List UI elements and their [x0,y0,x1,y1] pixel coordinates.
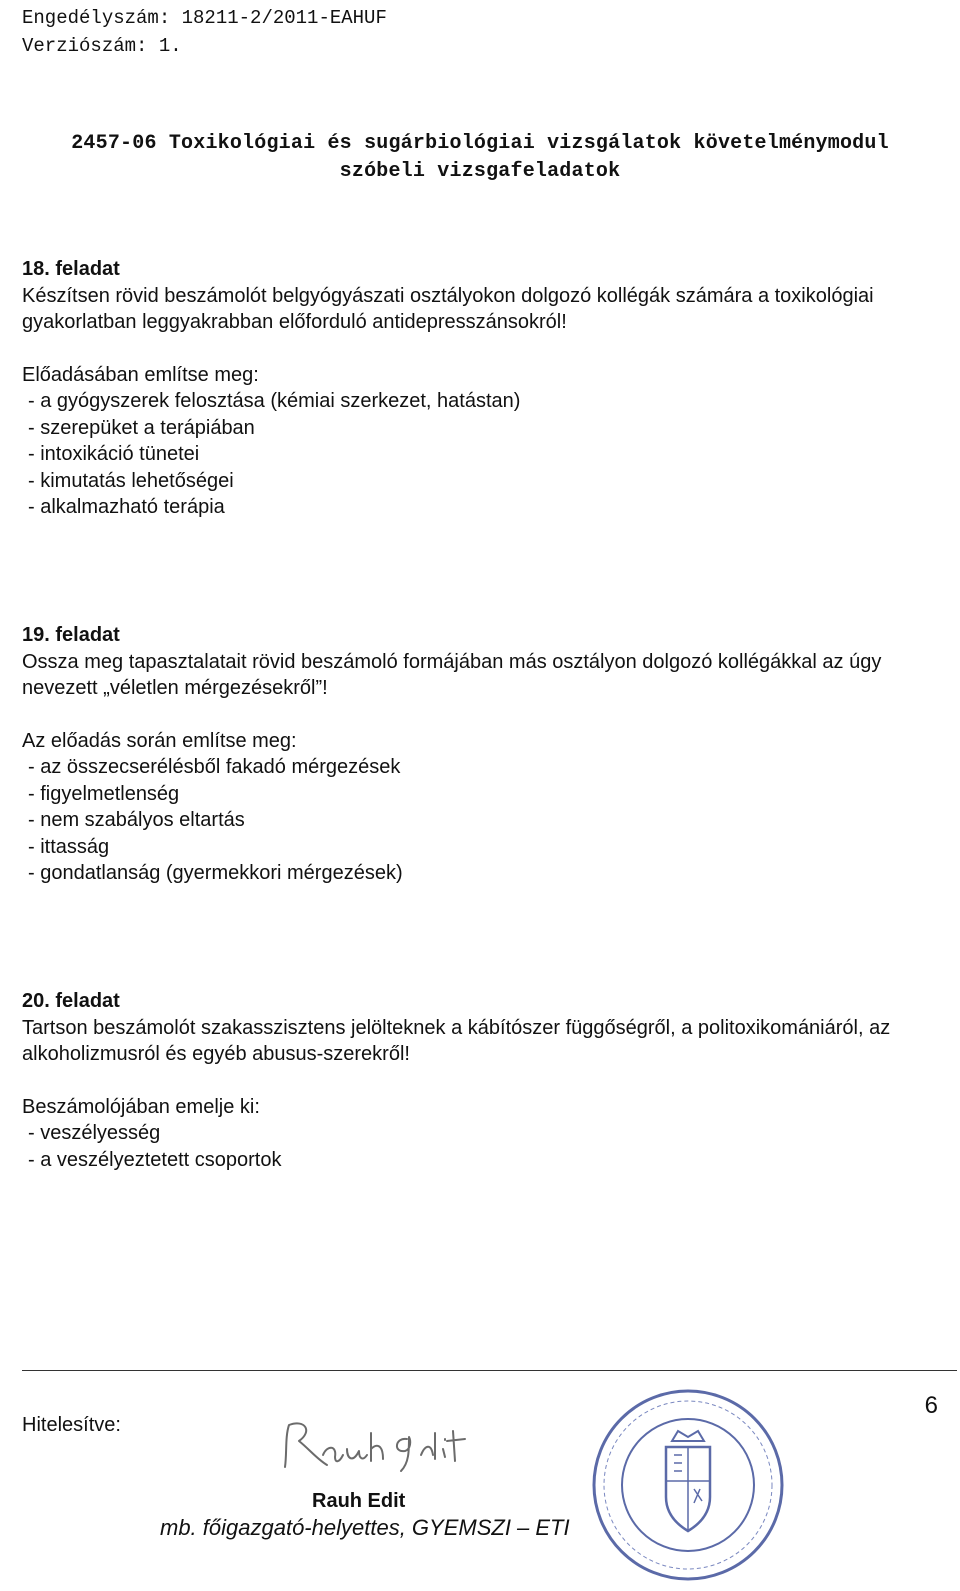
version-number: Verziószám: 1. [22,35,182,57]
license-number: Engedélyszám: 18211-2/2011-EAHUF [22,7,387,29]
task-20 [22,988,932,1173]
authenticated-label: Hitelesítve: [22,1414,121,1436]
document-title [0,130,960,186]
task-point: - az összecserélésből fakadó mérgezések [28,756,401,778]
task-text: Ossza meg tapasztalatait rövid beszámoló formájában más osztályon dolgozó kollégákkal az úgy nevezett „véletlen mérgezésekről”! [22,650,882,699]
task-intro: Az előadás során említse meg: [22,729,297,752]
official-seal [588,1385,788,1585]
task-number: 20. feladat [22,990,120,1012]
task-point: - nem szabályos eltartás [28,809,245,831]
task-19 [22,622,932,887]
task-point: - intoxikáció tünetei [28,443,200,465]
task-point: - figyelmetlenség [28,782,180,805]
task-18 [22,256,932,521]
task-number: 19. feladat [22,624,120,646]
task-point: - szerepüket a terápiában [28,416,255,439]
task-point: - a gyógyszerek felosztása (kémiai szerkezet, hatástan) [28,390,521,412]
task-point: - gondatlanság (gyermekkori mérgezések) [28,862,403,884]
footer-divider [22,1370,957,1371]
task-point: - a veszélyeztetett csoportok [28,1148,282,1171]
task-points [22,1120,932,1173]
task-intro: Előadásában említse meg: [22,363,259,386]
task-point: - alkalmazható terápia [28,496,225,518]
task-text: Készítsen rövid beszámolót belgyógyászati osztályokon dolgozó kollégák számára a toxikológiai gyakorlatban leggyakrabban előforduló antidepresszánsokról! [22,284,874,333]
document-header [22,4,387,60]
task-point: - ittasság [28,835,110,858]
task-point: - veszélyesség [28,1122,161,1144]
task-point: - kimutatás lehetőségei [28,469,234,492]
signer-title: mb. főigazgató-helyettes, GYEMSZI – ETI [160,1515,570,1540]
signer-name: Rauh Edit [312,1490,406,1512]
task-number: 18. feladat [22,258,120,280]
title-line-2: szóbeli vizsgafeladatok [339,160,621,183]
task-text: Tartson beszámolót szakasszisztens jelölteknek a kábítószer függőségről, a politoxikomániáról, az alkoholizmusról és egyéb abusus-szerekről! [22,1016,891,1065]
task-points [22,754,932,887]
task-intro: Beszámolójában emelje ki: [22,1095,260,1118]
task-points [22,388,932,521]
page-number: 6 [924,1392,938,1419]
handwritten-signature [275,1415,485,1477]
title-line-1: 2457-06 Toxikológiai és sugárbiológiai vizsgálatok követelménymodul [71,132,889,155]
